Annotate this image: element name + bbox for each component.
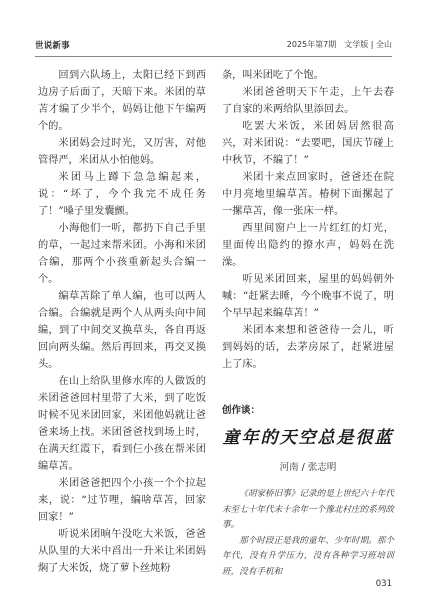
- story-column-left: [38, 67, 206, 577]
- story-paragraph: 西里间窗户上一片红红的灯光，里面传出隐约的撩水声，妈妈在洗澡。: [222, 223, 394, 268]
- story-paragraph: 听见米团回来，屋里的妈妈朝外喊：“赶紧去睡，今个晚事不说了，明个早早起来编草苫！”: [222, 274, 394, 319]
- issue-info: 2025年第7期 文学版 | 全山: [286, 40, 392, 49]
- story-paragraph: 听说米团晌午没吃大米饭，爸爸从队里的大米中舀出一升米让米团妈焖了大米饭，烧了萝卜丝炖粉: [38, 529, 206, 574]
- story-paragraph: 米团马上蹲下急急编起来，说：“坏了，今个我完不成任务了！”嗓子里发囊颤。: [38, 172, 206, 217]
- essay-paragraph: 《胡家桥旧事》记录的是上世纪六十年代末至七十年代末十余年一个豫北村庄的系列故事。: [222, 489, 394, 530]
- essay-author: 河南 / 张志明: [279, 462, 337, 473]
- story-paragraph: 条，叫米团吃了个饱。: [222, 70, 324, 81]
- story-paragraph: 编草苫除了单人编，也可以两人合编。合编就是两个人从两头向中间编，到了中间交叉换草头，各自再返回向两头编。然后再回来，再交叉换头。: [38, 291, 206, 370]
- header-divider: [35, 56, 392, 57]
- story-paragraph: 米团十来点回家时，爸爸还在院中月亮地里编草苫。椿树下面摞起了一摞草苫，像一张床一样。: [222, 172, 394, 217]
- story-paragraph: 米团爸爸明天下午走，上午去春了自家的米两给队里添回去。: [222, 87, 394, 115]
- essay-body: [222, 487, 394, 580]
- page-number: 031: [375, 579, 392, 589]
- creation-notes-label: 创作谈：: [222, 405, 261, 416]
- story-paragraph: 吃罢大米饭，米团妈居然很高兴，对米团说：“去要吧，国庆节碰上中秋节，不编了！”: [222, 121, 394, 166]
- magazine-section-title: 世说新事: [35, 41, 70, 51]
- story-paragraph: 米团爸爸把四个小孩一个个拉起来，说：“过节哩，编啥草苫，回家回家！”: [38, 478, 206, 523]
- essay-title: 童年的天空总是很蓝: [222, 428, 394, 448]
- story-paragraph: 米团妈会过时光，又厉害，对他管得严，米团从小怕他妈。: [38, 138, 206, 166]
- story-paragraph: 米团本来想和爸爸待一会儿，听到妈妈的话，去茅房尿了，赶紧进屋上了床。: [222, 325, 394, 370]
- story-paragraph: 在山上给队里修水库的人做饭的米团爸爸回村里带了大米，到了吃饭时候不见米团回家，米团他妈就让爸爸来场上找。米团爸爸找到场上时，在满天红霞下，看到仨小孩在帮米团编草苫。: [38, 376, 206, 472]
- story-column-right: [222, 67, 394, 373]
- story-paragraph: 回到六队场上，太阳已经下到西边房子后面了，天暗下来。米团的草苫才编了少半个，妈妈让他下午编两个的。: [38, 70, 206, 132]
- essay-paragraph: 那个时段正是我的童年、少年时期。那个年代，没有升学压力，没有各种学习班培训班，没有手机和: [222, 535, 394, 577]
- story-paragraph: 小海他们一听，都扔下自己手里的草，一起过来帮米团。小海和米团合编，那两个小孩重新起头合编一个。: [38, 223, 206, 285]
